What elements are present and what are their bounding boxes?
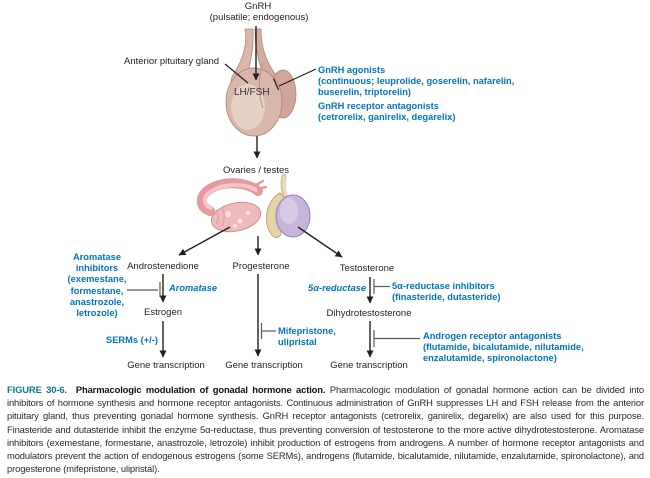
gnrh-label: GnRH xyxy=(244,1,272,12)
aromatase-inhibitors-line5: anastrozole, xyxy=(69,296,125,307)
reductase-enzyme-label: 5α-reductase xyxy=(308,283,366,293)
aromatase-enzyme-label: Aromatase xyxy=(169,283,218,293)
aromatase-inhibitors-line2: inhibitors xyxy=(75,263,119,274)
gnrh-antagonists-text xyxy=(318,101,455,123)
serms-label: SERMs (+/-) xyxy=(106,335,158,345)
androgen-antagonists-title: Androgen receptor antagonists xyxy=(423,331,562,341)
aromatase-inhibitors-line6: letrozole) xyxy=(76,308,118,319)
gnrh-antagonists-title: GnRH receptor antagonists xyxy=(318,101,439,111)
reductase-inhibitors-text xyxy=(392,281,501,303)
testosterone-label: Testosterone xyxy=(339,263,395,274)
caption-body: Pharmacologic modulation of gonadal hormone action can be divided into inhibitors of hormone synthesis and hormone receptor antagonists. Continuous administration of GnRH suppresses LH and FSH release from the anterior pituitary gland, thus preventing gonadal hormone synthesis. GnRH receptor antagonists (cetrorelix, ganirelix, degarelix) are also used for this purpose. Finasteride and dutasteride inhibit the enzyme 5α-reductase, thus preventing conversion of testosterone to the more active dihydrotestosterone. Aromatase inhibitors (exemestane, formestane, anastrozole, letrozole) inhibit production of estrogens from androgens. A number of hormone receptor antagonists and modulators prevent the action of endogenous estrogens (some SERMs), androgens (flutamide, bicalutamide, nilutamide, enzalutamide, spironolactone), and progesterone (mifepristone, ulipristal). xyxy=(7,384,644,475)
gnrh-agonists-text xyxy=(318,65,514,98)
gnrh-antagonists-drugs-line1: (cetrorelix, ganirelix, degarelix) xyxy=(318,112,456,122)
ovary-illustration xyxy=(202,181,266,236)
aromatase-inhibitors-text xyxy=(54,252,140,319)
reductase-inhibitors-drugs: (finasteride, dutasteride) xyxy=(392,292,501,302)
gnrh-subtitle: (pulsatile; endogenous) xyxy=(209,12,309,23)
mifepristone-inhibit-line xyxy=(262,323,277,339)
ovaries-testes-label: Ovaries / testes xyxy=(223,165,289,176)
androstenedione-label: Androstenedione xyxy=(127,261,199,272)
gnrh-agonists-drugs-line2: buserelin, triptorelin) xyxy=(318,87,411,97)
gonad-branch-arrows xyxy=(179,227,342,257)
gnrh-agonists-title: GnRH agonists xyxy=(318,65,386,75)
androgen-antagonist-inhibit-line xyxy=(374,330,420,347)
gene-transcription-left-label: Gene transcription xyxy=(127,360,205,371)
reductase-inhibit-line xyxy=(374,279,390,294)
estrogen-label: Estrogen xyxy=(143,307,183,318)
gene-transcription-right-label: Gene transcription xyxy=(330,360,408,371)
mifepristone-text xyxy=(278,326,336,348)
caption-bold-title: Pharmacologic modulation of gonadal hormone action. xyxy=(75,384,326,395)
androgen-antagonists-line2: enzalutamide, spironolactone) xyxy=(423,353,557,363)
aromatase-inhibitors-line1: Aromatase xyxy=(72,252,122,262)
androgen-antagonists-line1: (flutamide, bicalutamide, nilutamide, xyxy=(423,342,584,352)
aromatase-inhibitors-line3: (exemestane, xyxy=(67,274,127,285)
androgen-antagonists-text xyxy=(423,331,584,364)
figure-number-label: FIGURE 30-6. xyxy=(7,384,67,395)
mifepristone-line1: Mifepristone, xyxy=(278,326,336,336)
mifepristone-line2: ulipristal xyxy=(278,337,317,347)
testis-illustration xyxy=(266,176,310,238)
progesterone-label: Progesterone xyxy=(232,261,290,272)
figure-caption xyxy=(7,383,644,475)
dihydrotestosterone-label: Dihydrotestosterone xyxy=(326,308,412,319)
reductase-inhibitors-title: 5α-reductase inhibitors xyxy=(392,281,495,291)
gnrh-agonists-drugs-line1: (continuous; leuprolide, goserelin, nafarelin, xyxy=(318,76,515,86)
lh-fsh-label: LH/FSH xyxy=(234,87,270,98)
gene-transcription-middle-label: Gene transcription xyxy=(225,360,303,371)
anterior-pituitary-label: Anterior pituitary gland xyxy=(124,56,220,67)
aromatase-inhibitors-line4: formestane, xyxy=(70,285,124,296)
